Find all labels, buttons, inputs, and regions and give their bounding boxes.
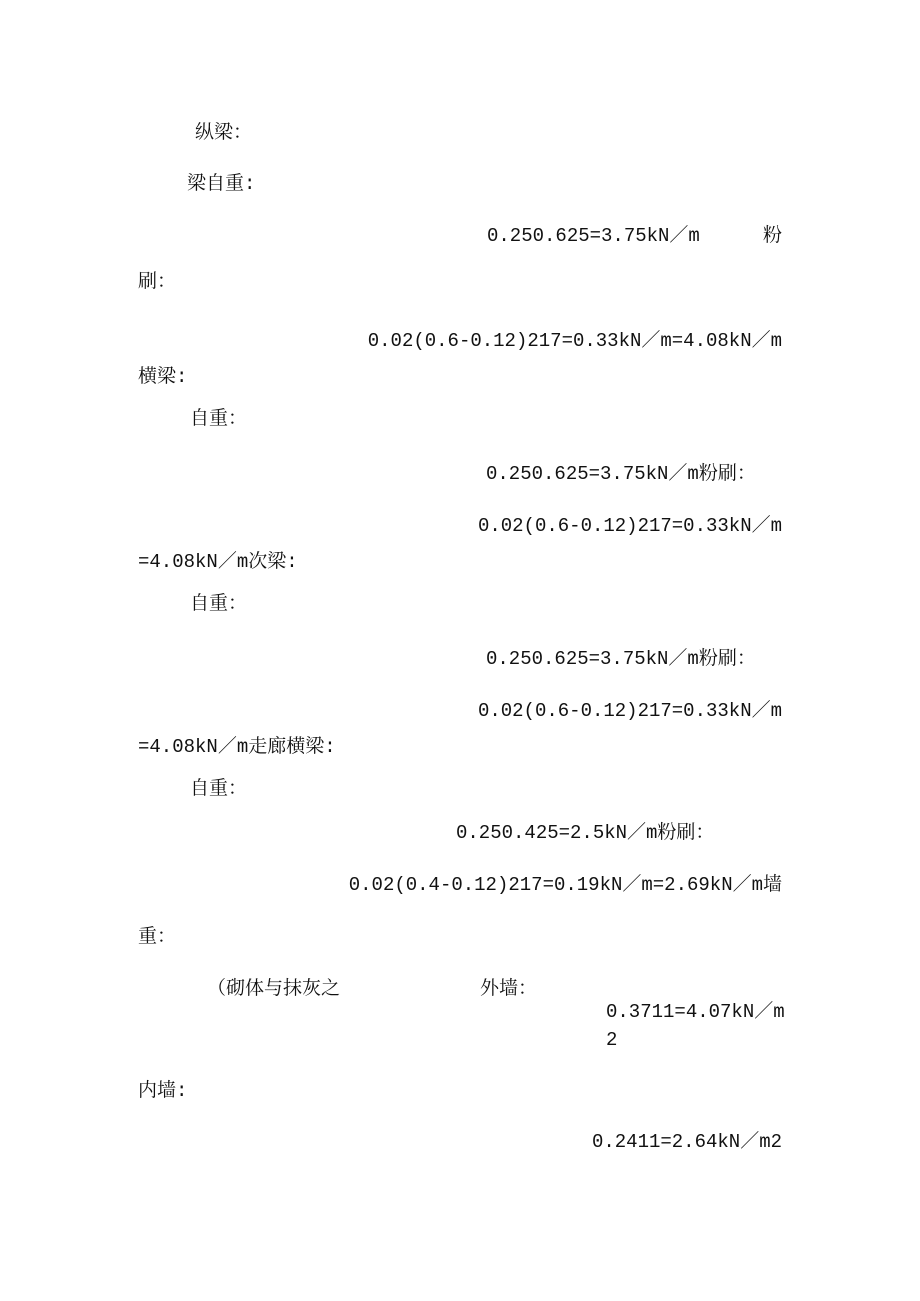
longitudinal-beam-heading: 纵梁： <box>195 122 253 144</box>
transverse-total-secondary-heading: =4.08kN／m次梁: <box>138 551 298 573</box>
plaster-label-part1: 粉 <box>762 225 782 247</box>
transverse-self-weight-label: 自重： <box>190 408 248 430</box>
beam-self-weight-label: 梁自重: <box>187 173 256 195</box>
corridor-self-weight-value: 0.250.425=2.5kN／m粉刷： <box>456 822 715 844</box>
transverse-self-weight-value: 0.250.625=3.75kN／m粉刷： <box>486 463 756 485</box>
secondary-plaster-value: 0.02(0.6-0.12)217=0.33kN／m <box>477 700 782 722</box>
wall-weight-label: 重： <box>138 926 177 948</box>
longitudinal-plaster-value: 0.02(0.6-0.12)217=0.33kN／m=4.08kN／m <box>367 330 782 352</box>
beam-self-weight-value: 0.250.625=3.75kN／m <box>487 225 700 247</box>
transverse-beam-heading: 横梁: <box>138 366 188 388</box>
interior-wall-value: 0.2411=2.64kN／m2 <box>591 1131 782 1153</box>
secondary-self-weight-label: 自重： <box>190 593 248 615</box>
exterior-wall-value: 0.3711=4.07kN／m <box>606 1001 785 1023</box>
wall-note: （砌体与抹灰之 <box>207 978 341 1000</box>
interior-wall-label: 内墙: <box>138 1080 188 1102</box>
plaster-label-part2: 刷： <box>138 271 177 293</box>
secondary-self-weight-value: 0.250.625=3.75kN／m粉刷： <box>486 648 756 670</box>
secondary-total-corridor-heading: =4.08kN／m走廊横梁: <box>138 736 336 758</box>
transverse-plaster-value: 0.02(0.6-0.12)217=0.33kN／m <box>477 515 782 537</box>
exterior-wall-value-exponent: 2 <box>606 1029 618 1051</box>
exterior-wall-label: 外墙： <box>480 978 538 1000</box>
corridor-self-weight-label: 自重： <box>190 778 248 800</box>
corridor-plaster-value: 0.02(0.4-0.12)217=0.19kN／m=2.69kN／m墙 <box>348 874 782 896</box>
